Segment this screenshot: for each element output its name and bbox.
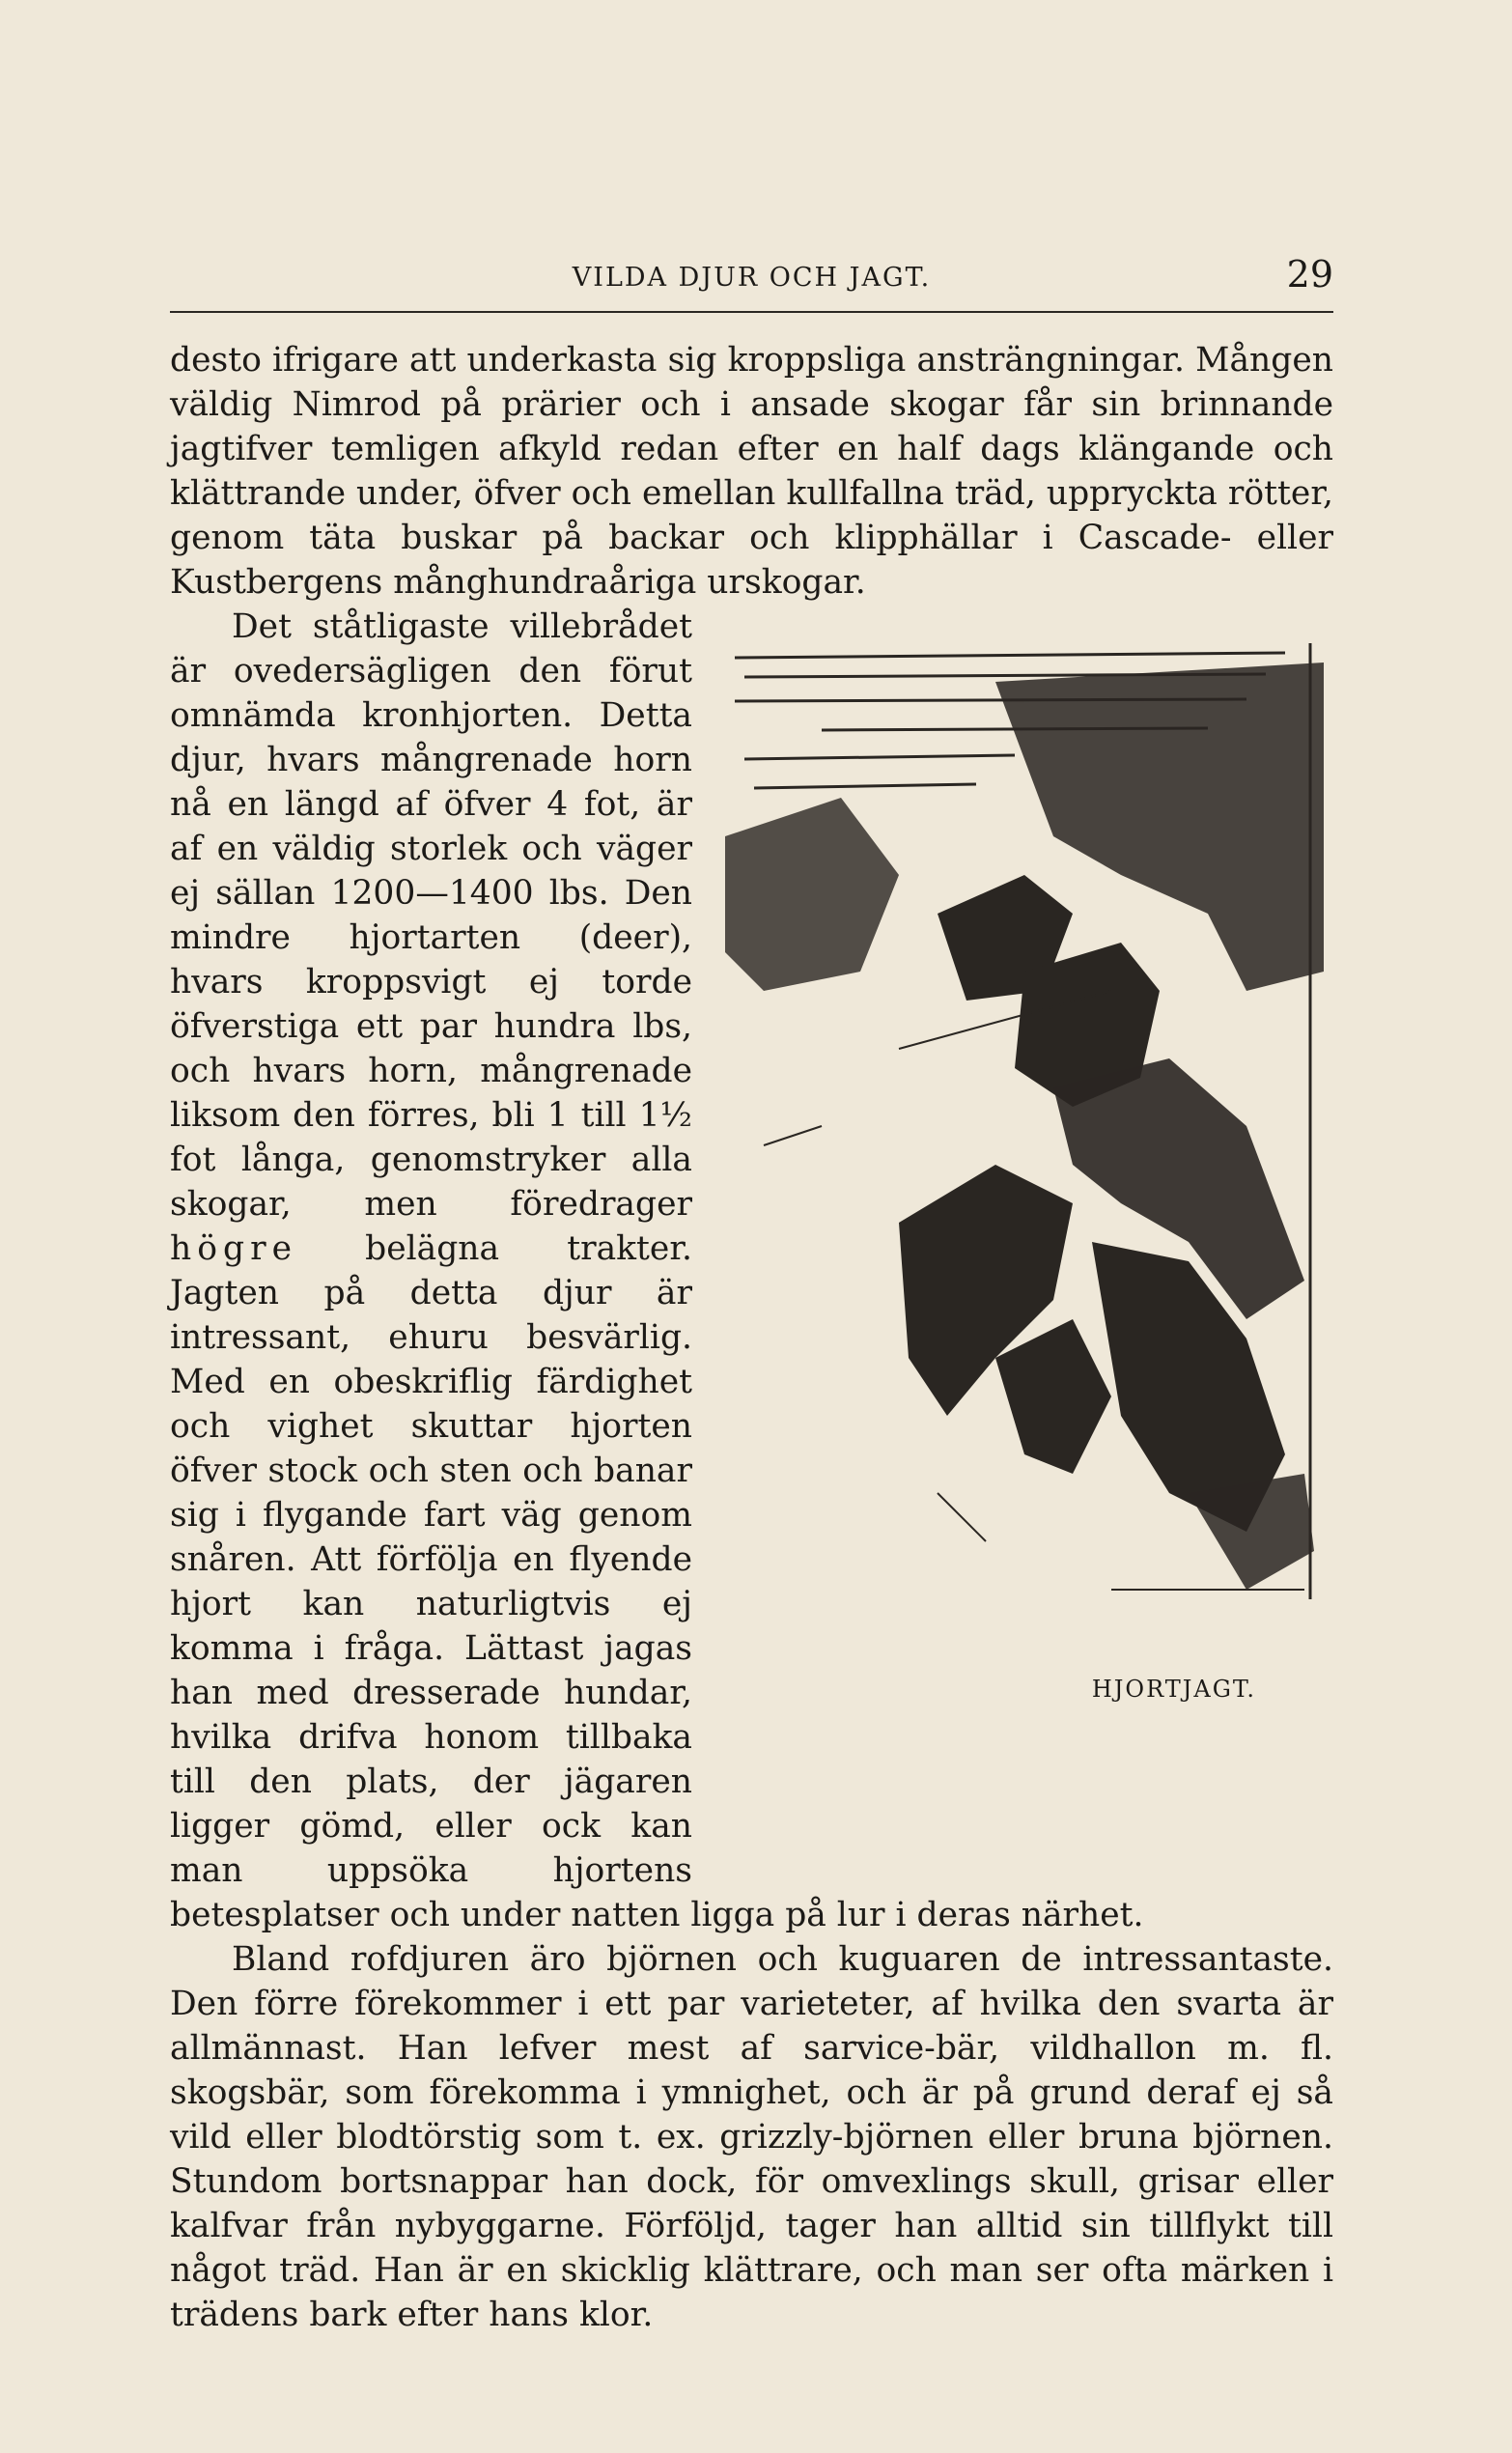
page-header xyxy=(170,253,1333,301)
running-title: VILDA DJUR OCH JAGT. xyxy=(572,263,932,293)
paragraph-2-rest: belägna trakter. Jagten på detta djur är intressant, ehuru besvärlig. Med en obeskriflig färdighet och vighet skuttar hjorten öfver stock och sten och banar sig i flygande fart väg genom snåren. Att förfölja en flyende hjort kan naturligtvis ej komma i fråga. Lättast jagas han med dresserade hundar, hvilka drifva honom tillbaka till den plats, der jägaren ligger gömd, eller ock kan man uppsöka hjortens betesplatser och under natten ligga på lur i deras närhet. xyxy=(170,1229,1144,1934)
figure-caption: HJORTJAGT. xyxy=(1091,1676,1256,1703)
paragraph-2-text: Det ståtligaste villebrådet är ovedersägligen den förut omnämda kronhjorten. Detta djur, hvars mångrenade horn nå en längd af öfver 4 fot, är af en väldig storlek och väger ej sällan 1200—1400 lbs. Den mindre hjortarten (deer), hvars kroppsvigt ej torde öfverstiga ett par hundra lbs, och hvars horn, mångrenade liksom den förres, bli 1 till 1½ fot långa, genomstryker alla skogar, men föredrager xyxy=(170,607,692,1224)
page-number: 29 xyxy=(1286,253,1333,296)
paragraph-3: Bland rofdjuren äro björnen och kuguaren de intressantaste. Den förre förekommer i ett par varieteter, af hvilka den svarta är allmännast. Han lefver mest af sarvice-bär, vildhallon m. fl. skogsbär, som förekomma i ymnighet, och är på grund deraf ej så vild eller blodtörstig som t. ex. grizzly-björnen eller bruna björnen. Stundom bortsnappar han dock, för omvexlings skull, grisar eller kalfvar från nybyggarne. Förföljd, tager han alltid sin tillflykt till något träd. Han är en skicklig klättrare, och man ser ofta märken i trädens bark efter hans klor. xyxy=(170,1940,1333,2334)
paragraph-1: desto ifrigare att underkasta sig kroppsliga ansträngningar. Mången väldig Nimrod på prärier och i ansade skogar får sin brinnande jagtifver temligen afkyld redan efter en half dags klängande och klättrande under, öfver och emellan kullfallna träd, uppryckta rötter, genom täta buskar på backar och klipphällar i Cascade- eller Kustbergens månghundraåriga urskogar. xyxy=(170,341,1333,602)
hunting-illustration xyxy=(706,624,1333,1860)
paragraph-2 xyxy=(170,605,1333,1937)
hunter-engraving xyxy=(706,624,1333,1638)
header-rule xyxy=(170,311,1333,313)
spaced-word: högre xyxy=(170,1229,297,1268)
body-text xyxy=(170,338,1333,2337)
